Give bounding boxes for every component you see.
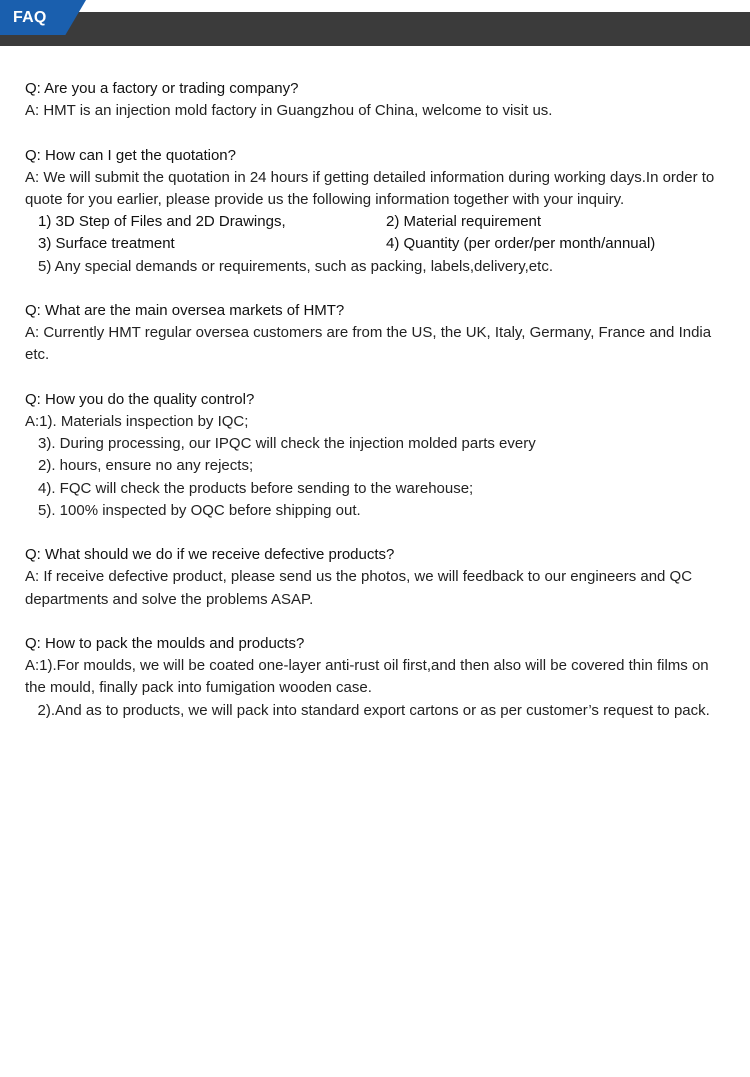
faq-answer: A: Currently HMT regular oversea customers are from the US, the UK, Italy, Germany, France and India etc. bbox=[25, 324, 716, 364]
faq-item-quality bbox=[25, 389, 725, 522]
quotation-list-item: 1) 3D Step of Files and 2D Drawings, bbox=[38, 213, 286, 231]
quotation-list-item: 3) Surface treatment bbox=[38, 235, 175, 253]
faq-item-markets bbox=[25, 300, 725, 367]
faq-answer: A: We will submit the quotation in 24 hours if getting detailed information during working days.In order to quote for you earlier, please provide us the following information together with your inquiry. bbox=[25, 168, 719, 208]
faq-item-factory bbox=[25, 78, 725, 122]
faq-question: Q: How to pack the moulds and products? bbox=[25, 635, 305, 652]
quotation-list-item: 2) Material requirement bbox=[386, 213, 542, 231]
quality-step: 3). During processing, our IPQC will check the injection molded parts every bbox=[38, 435, 536, 453]
faq-question: Q: How can I get the quotation? bbox=[25, 146, 236, 164]
faq-item-defective bbox=[25, 544, 725, 611]
faq-list bbox=[25, 78, 725, 744]
faq-answer: A:1). Materials inspection by IQC; bbox=[25, 413, 249, 430]
faq-question: Q: How you do the quality control? bbox=[25, 390, 255, 408]
faq-answer-continued: 2).And as to products, we will pack into standard export cartons or as per customer’s request to pack. bbox=[25, 701, 710, 719]
quality-step: 2). hours, ensure no any rejects; bbox=[38, 457, 254, 475]
quality-step: 5). 100% inspected by OQC before shipping out. bbox=[38, 501, 361, 519]
faq-question: Q: What should we do if we receive defective products? bbox=[25, 546, 395, 564]
quotation-list-item: 5) Any special demands or requirements, such as packing, labels,delivery,etc. bbox=[38, 257, 553, 275]
faq-answer: A: If receive defective product, please send us the photos, we will feedback to our engineers and QC departments and solve the problems ASAP. bbox=[25, 568, 697, 608]
faq-question: Q: What are the main oversea markets of HMT? bbox=[25, 302, 345, 319]
faq-header-label: FAQ bbox=[13, 9, 47, 26]
quotation-list-row bbox=[25, 211, 725, 233]
faq-answer: A:1).For moulds, we will be coated one-layer anti-rust oil first,and then also will be covered thin films on the mould, finally pack into fumigation wooden case. bbox=[25, 657, 713, 697]
faq-item-packing bbox=[25, 633, 725, 722]
faq-item-quotation bbox=[25, 145, 725, 278]
quality-step: 4). FQC will check the products before sending to the warehouse; bbox=[38, 479, 474, 497]
faq-question: Q: Are you a factory or trading company? bbox=[25, 80, 299, 97]
quotation-list-item: 4) Quantity (per order/per month/annual) bbox=[386, 235, 656, 253]
quotation-list-row bbox=[25, 233, 725, 255]
header-bar bbox=[0, 12, 750, 46]
faq-answer: A: HMT is an injection mold factory in Guangzhou of China, welcome to visit us. bbox=[25, 102, 553, 120]
